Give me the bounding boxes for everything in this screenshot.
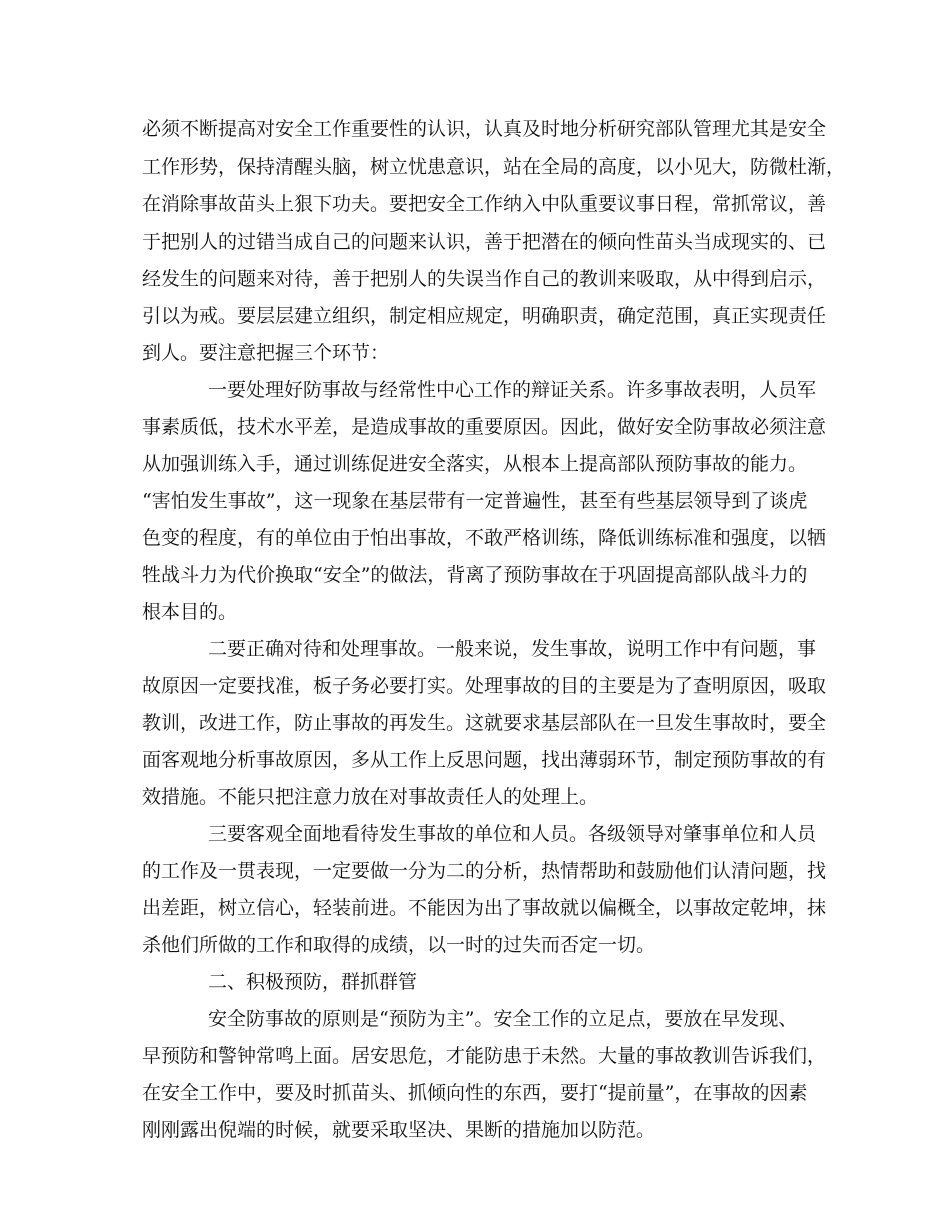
text-line: 工作形势，保持清醒头脑，树立忧患意识，站在全局的高度，以小见大，防微杜渐， — [142, 156, 846, 178]
text-line: 面客观地分析事故原因，多从工作上反思问题，找出薄弱环节，制定预防事故的有 — [142, 749, 827, 771]
paragraph-first-line: 三要客观全面地看待发生事故的单位和人员。各级领导对肇事单位和人员 — [208, 823, 817, 845]
text-line: 教训，改进工作，防止事故的再发生。这就要求基层部队在一旦发生事故时，要全 — [142, 712, 827, 734]
text-line: 出差距，树立信心，轻装前进。不能因为出了事故就以偏概全，以事故定乾坤，抹 — [142, 897, 827, 919]
text-line: 到人。要注意把握三个环节： — [142, 342, 390, 364]
text-line: 效措施。不能只把注意力放在对事故责任人的处理上。 — [142, 786, 599, 808]
text-line: 经发生的问题来对待，善于把别人的失误当作自己的教训来吸取，从中得到启示， — [142, 268, 827, 290]
text-line: 故原因一定要找准，板子务必要打实。处理事故的目的主要是为了查明原因，吸取 — [142, 675, 827, 697]
text-line: 根本目的。 — [142, 601, 238, 623]
text-line: 牲战斗力为代价换取“安全”的做法，背离了预防事故在于巩固提高部队战斗力的 — [142, 564, 808, 586]
text-line: 事素质低，技术水平差，是造成事故的重要原因。因此，做好安全防事故必须注意 — [142, 416, 827, 438]
text-line: 的工作及一贯表现，一定要做一分为二的分析，热情帮助和鼓励他们认清问题，找 — [142, 860, 827, 882]
text-line: 在安全工作中，要及时抓苗头、抓倾向性的东西，要打“提前量”，在事故的因素 — [142, 1082, 808, 1104]
text-line: 于把别人的过错当成自己的问题来认识，善于把潜在的倾向性苗头当成现实的、已 — [142, 231, 827, 253]
text-line: 色变的程度，有的单位由于怕出事故，不敢严格训练，降低训练标准和强度，以牺 — [142, 527, 827, 549]
paragraph-first-line: 二要正确对待和处理事故。一般来说，发生事故，说明工作中有问题，事 — [208, 638, 817, 660]
text-line: 必须不断提高对安全工作重要性的认识，认真及时地分析研究部队管理尤其是安全 — [142, 118, 827, 140]
paragraph-first-line: 安全防事故的原则是“预防为主”。安全工作的立足点，要放在早发现、 — [208, 1008, 798, 1030]
text-line: 在消除事故苗头上狠下功夫。要把安全工作纳入中队重要议事日程，常抓常议，善 — [142, 193, 827, 215]
text-line: 从加强训练入手，通过训练促进安全落实，从根本上提高部队预防事故的能力。 — [142, 453, 808, 475]
text-line: 刚刚露出倪端的时候，就要采取坚决、果断的措施加以防范。 — [142, 1119, 656, 1141]
text-line: 早预防和警钟常鸣上面。居安思危，才能防患于未然。大量的事故教训告诉我们， — [142, 1045, 827, 1067]
section-heading: 二、积极预防，群抓群管 — [208, 971, 418, 993]
text-line: 杀他们所做的工作和取得的成绩，以一时的过失而否定一切。 — [142, 934, 656, 956]
text-line: 引以为戒。要层层建立组织，制定相应规定，明确职责，确定范围，真正实现责任 — [142, 305, 827, 327]
paragraph-first-line: 一要处理好防事故与经常性中心工作的辩证关系。许多事故表明，人员军 — [208, 379, 817, 401]
text-line: “害怕发生事故”，这一现象在基层带有一定普遍性，甚至有些基层领导到了谈虎 — [142, 490, 808, 512]
